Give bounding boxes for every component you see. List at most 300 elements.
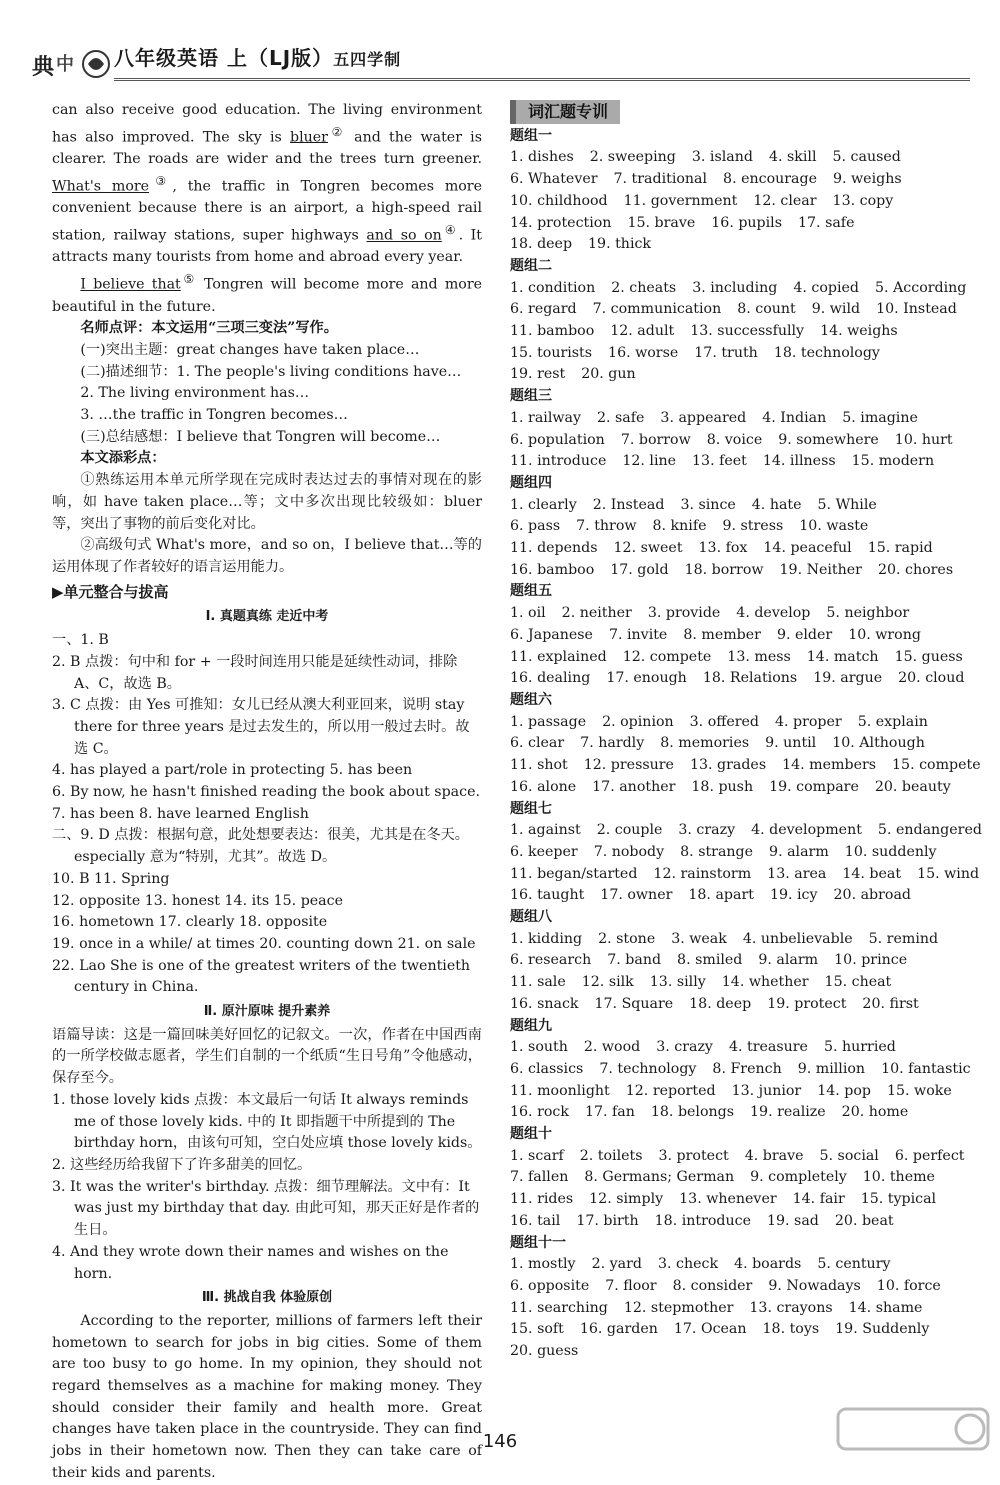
vocab-answer: 20. beat bbox=[834, 1212, 894, 1229]
vocab-answer: 17. enough bbox=[606, 670, 687, 687]
vocab-answer: 15. soft bbox=[510, 1321, 564, 1338]
vocab-answer: 12. line bbox=[622, 453, 677, 470]
vocab-answer: 13. area bbox=[767, 865, 827, 882]
comment-line: 3. …the traffic in Tongren becomes… bbox=[80, 407, 348, 424]
vocab-answer: 16. rock bbox=[510, 1104, 569, 1121]
page-number: 146 bbox=[482, 1431, 518, 1452]
vocab-answer-row bbox=[510, 1341, 940, 1363]
vocab-group-title: 题组五 bbox=[510, 583, 552, 600]
vocab-answer: 8. member bbox=[683, 626, 761, 643]
svg-text:典: 典 bbox=[32, 55, 55, 80]
part2-title: Ⅱ. 原汁原味 提升素养 bbox=[203, 1004, 331, 1020]
vocab-answer-row bbox=[510, 234, 940, 256]
vocab-answer: 9. alarm bbox=[758, 952, 819, 969]
vocab-answer: 2. neither bbox=[561, 605, 632, 622]
vocab-answer: 5. endangered bbox=[877, 822, 982, 839]
vocab-answer: 3. check bbox=[657, 1256, 719, 1273]
vocab-answer-row bbox=[510, 299, 957, 321]
vocab-answer: 18. push bbox=[691, 778, 754, 795]
vocab-answer: 12. adult bbox=[610, 323, 675, 340]
vocab-answer: 13. whenever bbox=[679, 1191, 777, 1208]
vocab-answer: 6. population bbox=[510, 431, 605, 448]
vocab-answer: 3. offered bbox=[689, 713, 759, 730]
vocab-answer: 4. develop bbox=[736, 605, 811, 622]
vocab-answer: 6. keeper bbox=[510, 843, 578, 860]
vocab-answer: 11. moonlight bbox=[510, 1082, 610, 1099]
vocab-answer: 9. stress bbox=[722, 518, 784, 535]
vocab-answer-row bbox=[510, 668, 965, 690]
vocab-answer-row bbox=[510, 972, 940, 994]
vocab-answer-row bbox=[510, 625, 940, 647]
vocab-answer-row bbox=[510, 560, 954, 582]
vocab-answer: 17. Square bbox=[594, 995, 674, 1012]
vocab-answer: 14. shame bbox=[848, 1299, 923, 1316]
vocab-answer-row bbox=[510, 647, 963, 669]
vocab-answer: 8. memories bbox=[660, 735, 750, 752]
vocab-answer: 19. rest bbox=[510, 366, 566, 383]
highlight-title: 本文添彩点： bbox=[80, 450, 166, 467]
vocab-answer: 19. icy bbox=[769, 887, 818, 904]
vocab-answer: 17. Ocean bbox=[673, 1321, 747, 1338]
vocab-answer: 15. brave bbox=[627, 214, 696, 231]
vocab-answer: 17. truth bbox=[694, 344, 758, 361]
vocab-answer: 1. scarf bbox=[510, 1147, 564, 1164]
vocabulary-column bbox=[510, 100, 982, 1363]
vocab-answer: 3. including bbox=[692, 279, 778, 296]
vocab-answer-row bbox=[510, 603, 940, 625]
comment-title: 名师点评：本文运用“三项三变法”写作。 bbox=[80, 320, 338, 337]
unit-section-title: ▶单元整合与拔高 bbox=[52, 582, 169, 601]
vocab-answer: 18. deep bbox=[510, 236, 573, 253]
vocab-answer: 2. safe bbox=[596, 409, 645, 426]
answer-line: 2. B 点拨：句中和 for + 一段时间连用只能是延续性动词，排除 A、C，故选 B。 bbox=[52, 653, 458, 692]
vocab-answer: 9. alarm bbox=[769, 843, 829, 860]
vocab-answer: 19. compare bbox=[769, 778, 859, 795]
vocab-answer: 9. completely bbox=[750, 1169, 847, 1186]
vocab-answer: 14. illness bbox=[762, 453, 836, 470]
vocab-answer: 5. explain bbox=[857, 713, 928, 730]
vocab-answer: 3. protect bbox=[658, 1147, 729, 1164]
vocab-answer: 7. traditional bbox=[613, 171, 708, 188]
vocab-answer: 5. remind bbox=[868, 930, 939, 947]
vocab-answer: 18. borrow bbox=[684, 561, 764, 578]
vocab-answer: 12. compete bbox=[622, 648, 712, 665]
vocab-answer: 15. typical bbox=[860, 1191, 937, 1208]
vocab-answer: 8. encourage bbox=[723, 171, 817, 188]
vocab-answer: 15. compete bbox=[892, 757, 981, 774]
vocab-answer: 6. clear bbox=[510, 735, 565, 752]
vocab-answer-row bbox=[510, 929, 940, 951]
vocab-answer: 12. silk bbox=[581, 974, 634, 991]
vocab-answer: 15. guess bbox=[894, 648, 963, 665]
vocab-answer: 8. strange bbox=[680, 843, 754, 860]
vocab-answer: 8. smiled bbox=[677, 952, 743, 969]
vocab-answer: 2. opinion bbox=[602, 713, 674, 730]
vocab-answer-row bbox=[510, 885, 940, 907]
vocab-answer: 10. fantastic bbox=[881, 1060, 971, 1077]
vocab-answer: 12. reported bbox=[625, 1082, 716, 1099]
vocab-answer: 8. voice bbox=[706, 431, 763, 448]
vocab-answer: 15. cheat bbox=[824, 974, 892, 991]
vocab-answer: 18. introduce bbox=[654, 1212, 751, 1229]
vocab-answer: 15. modern bbox=[851, 453, 935, 470]
vocab-answer: 7. throw bbox=[576, 518, 637, 535]
vocab-answer-row bbox=[510, 1189, 940, 1211]
part1-title: Ⅰ. 真题真练 走近中考 bbox=[205, 609, 329, 625]
vocab-answer: 13. successfully bbox=[690, 323, 805, 340]
vocab-answer: 3. since bbox=[680, 496, 736, 513]
vocab-answer: 17. gold bbox=[610, 561, 669, 578]
vocab-answer: 10. prince bbox=[834, 952, 908, 969]
vocab-answer: 1. kidding bbox=[510, 930, 583, 947]
vocab-answer: 14. protection bbox=[510, 214, 612, 231]
vocab-answer-row bbox=[510, 516, 940, 538]
vocab-answer: 10. childhood bbox=[510, 192, 608, 209]
vocab-answer-row bbox=[510, 321, 940, 343]
vocab-answer-row bbox=[510, 1081, 952, 1103]
answer-line: 7. has been 8. have learned English bbox=[52, 805, 309, 822]
comment-line: (一)突出主题：great changes have taken place… bbox=[80, 341, 420, 358]
vocab-answer: 7. invite bbox=[608, 626, 668, 643]
vocab-answer: 16. dealing bbox=[510, 670, 591, 687]
vocab-answer: 5. caused bbox=[832, 149, 901, 166]
answer-line: 1. those lovely kids 点拨：本文最后一句话 It always reminds me of those lovely kids. 中的 It 即指题干中所提到的 The birthday horn，由该句可知，空白处应填 those lovely kids。 bbox=[52, 1091, 482, 1152]
vocab-answer: 6. opposite bbox=[510, 1277, 590, 1294]
answer-line: 4. has played a part/role in protecting 5. has been bbox=[52, 762, 413, 779]
reading-guide: 语篇导读：这是一篇回味美好回忆的记叙文。一次，作者在中国西南的一所学校做志愿者，学生们自制的一个纸质“生日号角”令他感动，保存至今。 bbox=[52, 1026, 482, 1087]
vocab-answer: 10. hurt bbox=[894, 431, 953, 448]
vocab-answer: 20. gun bbox=[581, 366, 636, 383]
vocab-answer: 15. rapid bbox=[867, 540, 933, 557]
essay-paragraph-3: According to the reporter, millions of farmers left their hometown to search for jobs in big cities. Some of them are too busy to go home. In my opinion, they should not regard themselves as a machine for making money. They should consider their family and health more. Great changes have taken place in the countryside. They can find jobs in their hometown now. Then they can take care of their kids and parents. bbox=[52, 1312, 482, 1481]
vocab-answer: 4. unbelievable bbox=[742, 930, 853, 947]
vocab-answer-row bbox=[510, 538, 940, 560]
answer-line: 12. opposite 13. honest 14. its 15. peace bbox=[52, 892, 343, 909]
vocab-answer-row bbox=[510, 1298, 940, 1320]
vocab-answer: 9. weighs bbox=[832, 171, 902, 188]
vocab-answer: 2. sweeping bbox=[589, 149, 676, 166]
vocab-answer: 14. match bbox=[806, 648, 879, 665]
vocab-answer: 11. began/started bbox=[510, 865, 638, 882]
vocab-answer: 7. technology bbox=[599, 1060, 697, 1077]
vocab-answer: 6. research bbox=[510, 952, 592, 969]
vocab-answer: 8. consider bbox=[672, 1277, 753, 1294]
vocab-answer: 11. depends bbox=[510, 540, 598, 557]
vocab-answer: 10. theme bbox=[862, 1169, 935, 1186]
vocab-answer: 2. wood bbox=[583, 1039, 641, 1056]
vocab-answer: 13. crayons bbox=[749, 1299, 833, 1316]
vocab-answer: 12. sweet bbox=[613, 540, 683, 557]
vocab-answer: 4. development bbox=[751, 822, 862, 839]
vocab-answer-row bbox=[510, 755, 981, 777]
vocab-answer: 2. toilets bbox=[579, 1147, 643, 1164]
vocab-answer: 6. Whatever bbox=[510, 171, 598, 188]
vocab-group-title: 题组八 bbox=[510, 909, 552, 926]
answer-line: 19. once in a while/ at times 20. counting down 21. on sale bbox=[52, 935, 476, 952]
vocab-answer: 20. beauty bbox=[874, 778, 951, 795]
series-logo-icon bbox=[30, 40, 110, 90]
vocab-answer: 19. Suddenly bbox=[835, 1321, 930, 1338]
vocab-answer: 12. simply bbox=[589, 1191, 664, 1208]
vocab-answer: 19. sad bbox=[766, 1212, 819, 1229]
vocab-answer: 5. imagine bbox=[842, 409, 918, 426]
vocab-group-title: 题组三 bbox=[510, 388, 552, 405]
vocab-answer: 20. guess bbox=[510, 1343, 579, 1360]
essay-paragraph-2: I believe that⑤ Tongren will become more and more beautiful in the future. bbox=[52, 272, 483, 315]
watermark-logo-icon bbox=[830, 1401, 1000, 1471]
answer-line: 22. Lao She is one of the greatest writers of the twentieth century in China. bbox=[52, 957, 471, 996]
vocab-answer: 7. fallen bbox=[510, 1169, 569, 1186]
comment-line: (三)总结感想：I believe that Tongren will become… bbox=[80, 428, 441, 445]
vocab-answer: 4. boards bbox=[734, 1256, 802, 1273]
vocab-answer-row bbox=[510, 408, 940, 430]
svg-text:中: 中 bbox=[56, 54, 74, 75]
answer-line: 一、1. B bbox=[52, 632, 109, 649]
vocab-group-title: 题组十 bbox=[510, 1126, 552, 1143]
vocab-answer: 7. nobody bbox=[593, 843, 665, 860]
essay-paragraph-1: can also receive good education. The living environment has also improved. The sky is bluer② and the water is clearer. The roads are wider and the trees turn greener. What's more③, the traffic in Tongren becomes more convenient because there is an airport, a high-speed rail station, railway stations, super highways and so on④. It attracts many tourists from home and abroad every year. bbox=[52, 102, 482, 266]
vocab-answer-row bbox=[510, 213, 940, 235]
vocab-answer: 4. copied bbox=[793, 279, 860, 296]
comment-line: (二)描述细节：1. The people's living conditions have… bbox=[80, 363, 462, 380]
vocab-answer: 15. woke bbox=[886, 1082, 952, 1099]
vocab-answer: 3. crazy bbox=[656, 1039, 713, 1056]
vocab-answer: 20. chores bbox=[877, 561, 954, 578]
vocab-answer: 14. fair bbox=[792, 1191, 845, 1208]
vocab-answer: 13. grades bbox=[689, 757, 767, 774]
vocab-answer: 1. south bbox=[510, 1039, 568, 1056]
vocab-section-banner: 词汇题专训 bbox=[510, 100, 620, 124]
vocab-answer: 9. elder bbox=[776, 626, 833, 643]
vocab-answer: 9. somewhere bbox=[778, 431, 879, 448]
vocab-answer-row bbox=[510, 994, 940, 1016]
vocab-answer: 1. condition bbox=[510, 279, 596, 296]
answer-line: 4. And they wrote down their names and wishes on the horn. bbox=[52, 1243, 449, 1282]
vocab-answer: 6. Japanese bbox=[510, 626, 593, 643]
vocab-answer: 1. passage bbox=[510, 713, 587, 730]
vocab-answer: 13. feet bbox=[692, 453, 747, 470]
vocab-answer: 14. whether bbox=[721, 974, 809, 991]
vocab-answer-row bbox=[510, 495, 940, 517]
vocab-group-title: 题组一 bbox=[510, 127, 552, 144]
vocab-answer: 11. government bbox=[623, 192, 738, 209]
vocab-answer: 10. force bbox=[876, 1277, 941, 1294]
vocab-answer: 1. against bbox=[510, 822, 581, 839]
vocab-answer: 11. introduce bbox=[510, 453, 607, 470]
vocab-answer-row bbox=[510, 1146, 965, 1168]
vocab-answer-row bbox=[510, 950, 940, 972]
vocab-answer: 14. weighs bbox=[820, 323, 898, 340]
vocab-answer: 5. While bbox=[817, 496, 877, 513]
vocab-answer: 11. searching bbox=[510, 1299, 608, 1316]
vocab-answer: 18. Relations bbox=[702, 670, 798, 687]
vocab-answer: 14. beat bbox=[842, 865, 902, 882]
vocab-answer: 6. classics bbox=[510, 1060, 584, 1077]
vocab-answer: 12. pressure bbox=[583, 757, 674, 774]
vocab-answer: 16. garden bbox=[579, 1321, 658, 1338]
vocab-answer: 2. stone bbox=[598, 930, 656, 947]
vocab-answer: 16. worse bbox=[608, 344, 679, 361]
vocab-answer-row bbox=[510, 1211, 940, 1233]
vocab-answer: 16. bamboo bbox=[510, 561, 595, 578]
vocab-answer: 9. Nowadays bbox=[768, 1277, 861, 1294]
vocab-answer: 16. tail bbox=[510, 1212, 561, 1229]
answer-line: 3. C 点拨：由 Yes 可推知：女儿已经从澳大利亚回来，说明 stay there for three years 是过去发生的，所以用一般过去时。故选 C。 bbox=[52, 697, 470, 757]
vocab-answer: 4. Indian bbox=[762, 409, 827, 426]
vocab-answer: 19. argue bbox=[813, 670, 883, 687]
answer-line: 2. 这些经历给我留下了许多甜美的回忆。 bbox=[52, 1156, 312, 1173]
vocab-answer: 20. home bbox=[841, 1104, 909, 1121]
vocab-answer: 17. fan bbox=[584, 1104, 635, 1121]
vocab-answer: 14. members bbox=[782, 757, 877, 774]
vocab-answer: 11. sale bbox=[510, 974, 566, 991]
vocab-answer: 15. tourists bbox=[510, 344, 593, 361]
answer-line: 3. It was the writer's birthday. 点拨：细节理解法。文中有：It was just my birthday that day. 由此可知，那天正好是作者的生日。 bbox=[52, 1178, 480, 1239]
answer-line: 6. By now, he hasn't finished reading the book about space. bbox=[52, 784, 480, 801]
vocab-answer: 4. proper bbox=[774, 713, 842, 730]
vocab-answer: 12. stepmother bbox=[623, 1299, 734, 1316]
vocab-answer: 10. suddenly bbox=[844, 843, 937, 860]
vocab-answer-row bbox=[510, 712, 940, 734]
vocab-answer: 6. perfect bbox=[894, 1147, 965, 1164]
vocab-answer: 3. island bbox=[691, 149, 753, 166]
vocab-answer-row bbox=[510, 191, 940, 213]
vocab-answer-row bbox=[510, 1276, 940, 1298]
vocab-answer: 10. Although bbox=[832, 735, 925, 752]
vocab-answer: 7. borrow bbox=[620, 431, 691, 448]
vocab-answer: 18. deep bbox=[689, 995, 752, 1012]
answer-line: 16. hometown 17. clearly 18. opposite bbox=[52, 914, 328, 931]
vocab-answer: 11. rides bbox=[510, 1191, 574, 1208]
answer-line: 二、9. D 点拨：根据句意，此处想要表达：很美，尤其是在冬天。especially 意为“特别，尤其”。故选 D。 bbox=[52, 827, 469, 866]
vocab-answer: 5. social bbox=[819, 1147, 879, 1164]
page-header bbox=[30, 40, 970, 98]
vocab-answer: 1. dishes bbox=[510, 149, 574, 166]
vocab-answer: 1. mostly bbox=[510, 1256, 576, 1273]
comment-line: 2. The living environment has… bbox=[80, 385, 310, 402]
vocab-answer: 17. another bbox=[592, 778, 676, 795]
vocab-answer: 8. French bbox=[712, 1060, 782, 1077]
vocab-answer: 7. floor bbox=[605, 1277, 657, 1294]
vocab-answer: 8. knife bbox=[652, 518, 707, 535]
vocab-answer: 12. rainstorm bbox=[653, 865, 752, 882]
vocab-answer: 17. owner bbox=[600, 887, 673, 904]
vocab-answer: 13. mess bbox=[727, 648, 791, 665]
left-column bbox=[52, 100, 482, 1485]
vocab-answer: 18. technology bbox=[773, 344, 880, 361]
vocab-answer: 6. pass bbox=[510, 518, 561, 535]
vocab-answer: 3. appeared bbox=[660, 409, 747, 426]
vocab-answer: 1. oil bbox=[510, 605, 546, 622]
vocab-answer: 5. hurried bbox=[823, 1039, 896, 1056]
vocab-answer: 8. count bbox=[737, 301, 796, 318]
vocab-answer: 3. weak bbox=[671, 930, 727, 947]
vocab-answer: 5. neighbor bbox=[826, 605, 910, 622]
vocab-group-title: 题组十一 bbox=[510, 1234, 566, 1251]
vocab-answer: 10. wrong bbox=[848, 626, 921, 643]
vocab-answer: 2. couple bbox=[596, 822, 663, 839]
vocab-answer-row bbox=[510, 364, 940, 386]
vocab-answer: 4. brave bbox=[744, 1147, 804, 1164]
vocab-answer: 20. cloud bbox=[898, 670, 965, 687]
vocab-answer: 7. band bbox=[607, 952, 662, 969]
vocab-answer: 2. Instead bbox=[592, 496, 665, 513]
vocab-answer: 19. realize bbox=[750, 1104, 826, 1121]
vocab-groups bbox=[510, 126, 982, 1363]
vocab-answer-row bbox=[510, 1167, 940, 1189]
vocab-answer-row bbox=[510, 147, 940, 169]
vocab-answer: 11. explained bbox=[510, 648, 607, 665]
vocab-answer-row bbox=[510, 1059, 971, 1081]
vocab-answer: 16. snack bbox=[510, 995, 579, 1012]
vocab-answer: 10. Instead bbox=[876, 301, 957, 318]
vocab-answer: 17. birth bbox=[576, 1212, 639, 1229]
vocab-answer: 5. According bbox=[875, 279, 967, 296]
vocab-answer: 3. crazy bbox=[678, 822, 736, 839]
vocab-group-title: 题组二 bbox=[510, 257, 552, 274]
vocab-answer: 18. toys bbox=[762, 1321, 820, 1338]
vocab-answer: 13. silly bbox=[649, 974, 706, 991]
vocab-answer: 16. alone bbox=[510, 778, 577, 795]
header-rule bbox=[114, 78, 970, 81]
vocab-answer-row bbox=[510, 1037, 940, 1059]
vocab-answer: 6. regard bbox=[510, 301, 577, 318]
vocab-answer: 9. million bbox=[797, 1060, 866, 1077]
vocab-group-title: 题组四 bbox=[510, 474, 552, 491]
vocab-answer: 3. provide bbox=[647, 605, 721, 622]
vocab-answer: 8. Germans; German bbox=[584, 1169, 735, 1186]
vocab-answer-row bbox=[510, 451, 940, 473]
vocab-answer: 13. fox bbox=[698, 540, 748, 557]
vocab-answer-row bbox=[510, 1319, 940, 1341]
vocab-group-title: 题组九 bbox=[510, 1017, 552, 1034]
vocab-answer-row bbox=[510, 864, 980, 886]
vocab-answer: 16. taught bbox=[510, 887, 585, 904]
highlight-point: ①熟练运用本单元所学现在完成时表达过去的事情对现在的影响，如 have taken place…等；文中多次出现比较级如：bluer 等，突出了事物的前后变化对比。 bbox=[52, 472, 482, 532]
book-title: 八年级英语 上（LJ版）五四学制 bbox=[114, 46, 402, 70]
vocab-answer: 19. Neither bbox=[779, 561, 862, 578]
highlight-point: ②高级句式 What's more，and so on，I believe that…等的运用体现了作者较好的语言运用能力。 bbox=[52, 537, 482, 575]
vocab-answer: 20. first bbox=[862, 995, 919, 1012]
vocab-answer: 12. clear bbox=[753, 192, 817, 209]
vocab-answer: 9. until bbox=[765, 735, 817, 752]
vocab-answer-row bbox=[510, 343, 940, 365]
vocab-answer-row bbox=[510, 733, 940, 755]
answer-line: 10. B 11. Spring bbox=[52, 870, 170, 887]
vocab-answer-row bbox=[510, 430, 953, 452]
vocab-answer: 4. skill bbox=[768, 149, 817, 166]
vocab-answer: 20. abroad bbox=[833, 887, 911, 904]
vocab-answer: 4. treasure bbox=[728, 1039, 808, 1056]
vocab-answer-row bbox=[510, 842, 940, 864]
vocab-answer-row bbox=[510, 1102, 940, 1124]
vocab-answer-row bbox=[510, 820, 982, 842]
vocab-answer: 9. wild bbox=[811, 301, 861, 318]
vocab-answer-row bbox=[510, 169, 940, 191]
vocab-answer: 11. shot bbox=[510, 757, 568, 774]
vocab-answer-row bbox=[510, 278, 967, 300]
vocab-answer: 1. railway bbox=[510, 409, 581, 426]
vocab-answer: 15. wind bbox=[917, 865, 980, 882]
vocab-answer: 13. copy bbox=[832, 192, 894, 209]
vocab-answer: 19. protect bbox=[767, 995, 847, 1012]
vocab-answer: 13. junior bbox=[731, 1082, 802, 1099]
vocab-answer: 18. apart bbox=[688, 887, 754, 904]
vocab-answer: 2. yard bbox=[591, 1256, 642, 1273]
vocab-answer: 17. safe bbox=[798, 214, 855, 231]
part3-title: Ⅲ. 挑战自我 体验原创 bbox=[201, 1290, 333, 1306]
vocab-answer: 14. pop bbox=[817, 1082, 871, 1099]
